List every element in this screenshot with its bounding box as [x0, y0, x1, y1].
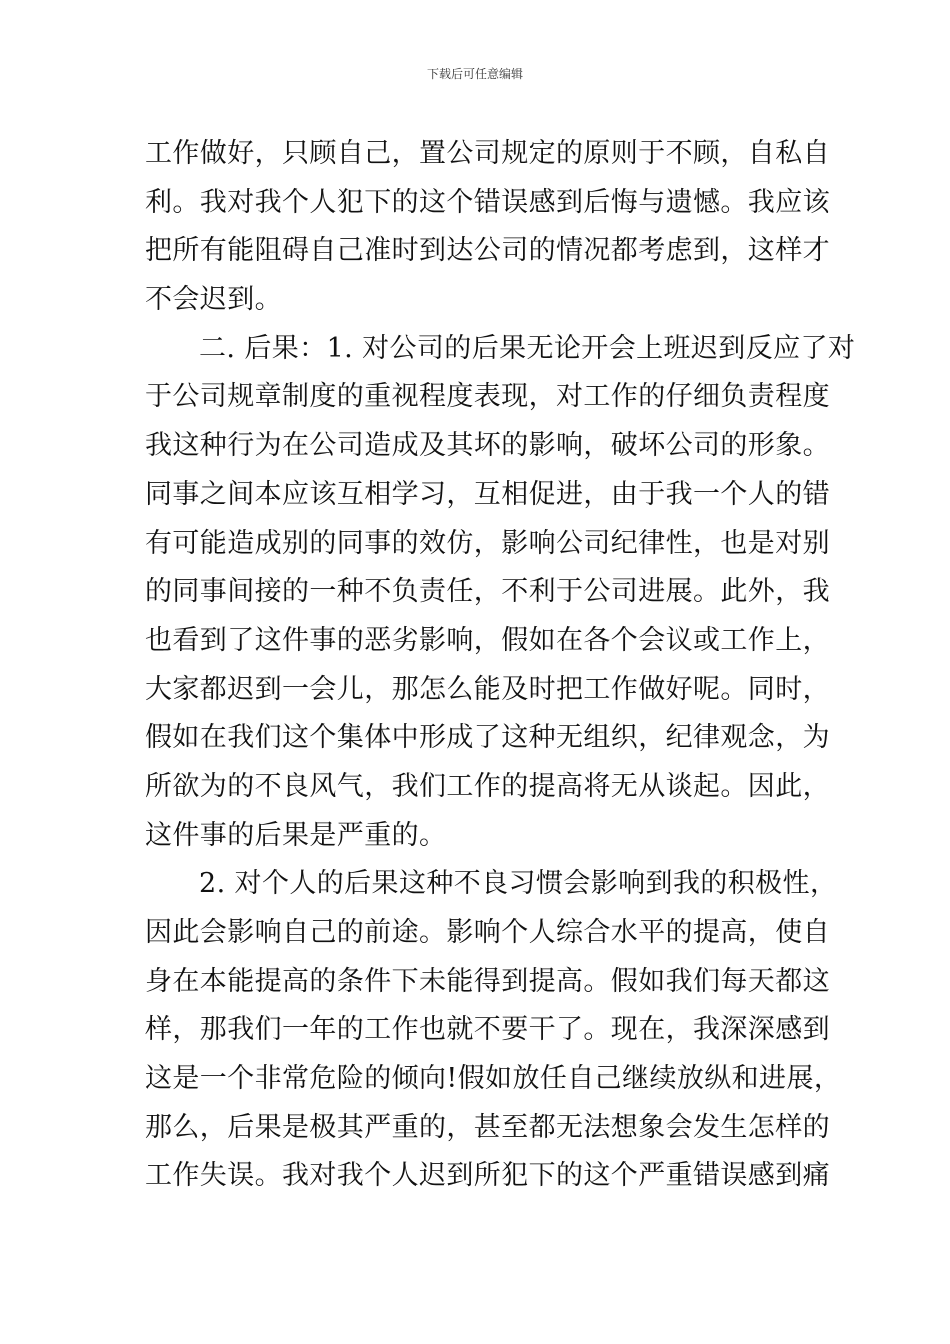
- body-text: [145, 130, 856, 1201]
- text-line: 身在本能提高的条件下未能得到提高。假如我们每天都这: [145, 965, 830, 997]
- text-line: 大家都迟到一会儿，那怎么能及时把工作做好呢。同时，: [145, 673, 830, 705]
- text-line: 同事之间本应该互相学习，互相促进，由于我一个人的错: [145, 478, 830, 510]
- text-line: 利。我对我个人犯下的这个错误感到后悔与遗憾。我应该: [145, 186, 830, 218]
- text-line: 于公司规章制度的重视程度表现，对工作的仔细负责程度: [145, 381, 830, 413]
- text-line: 那么，后果是极其严重的，甚至都无法想象会发生怎样的: [145, 1111, 830, 1143]
- text-line: 工作失误。我对我个人迟到所犯下的这个严重错误感到痛: [145, 1160, 830, 1192]
- section-heading-line: 二. 后果：1. 对公司的后果无论开会上班迟到反应了对: [199, 332, 856, 364]
- text-line: 样，那我们一年的工作也就不要干了。现在，我深深感到: [145, 1014, 830, 1046]
- text-line: 因此会影响自己的前途。影响个人综合水平的提高，使自: [145, 917, 830, 948]
- text-line: 的同事间接的一种不负责任，不利于公司进展。此外，我: [145, 576, 830, 608]
- text-line: 所欲为的不良风气，我们工作的提高将无从谈起。因此，: [145, 770, 830, 802]
- text-line: 有可能造成别的同事的效仿，影响公司纪律性，也是对别: [145, 527, 830, 559]
- text-line: 工作做好，只顾自己，置公司规定的原则于不顾，自私自: [145, 138, 830, 169]
- page-header: 下载后可任意编辑: [426, 67, 523, 81]
- text-line: 把所有能阻碍自己准时到达公司的情况都考虑到，这样才: [145, 235, 830, 267]
- paragraph-start-line: 2. 对个人的后果这种不良习惯会影响到我的积极性，: [199, 868, 838, 900]
- text-line: 假如在我们这个集体中形成了这种无组织，纪律观念，为: [145, 722, 830, 754]
- text-line: 也看到了这件事的恶劣影响，假如在各个会议或工作上，: [145, 624, 830, 656]
- text-line: 我这种行为在公司造成及其坏的影响，破坏公司的形象。: [145, 430, 830, 462]
- text-line: 这件事的后果是严重的。: [145, 819, 447, 851]
- text-line: 这是一个非常危险的倾向!假如放任自己继续放纵和进展，: [145, 1063, 842, 1095]
- text-line: 不会迟到。: [145, 284, 282, 316]
